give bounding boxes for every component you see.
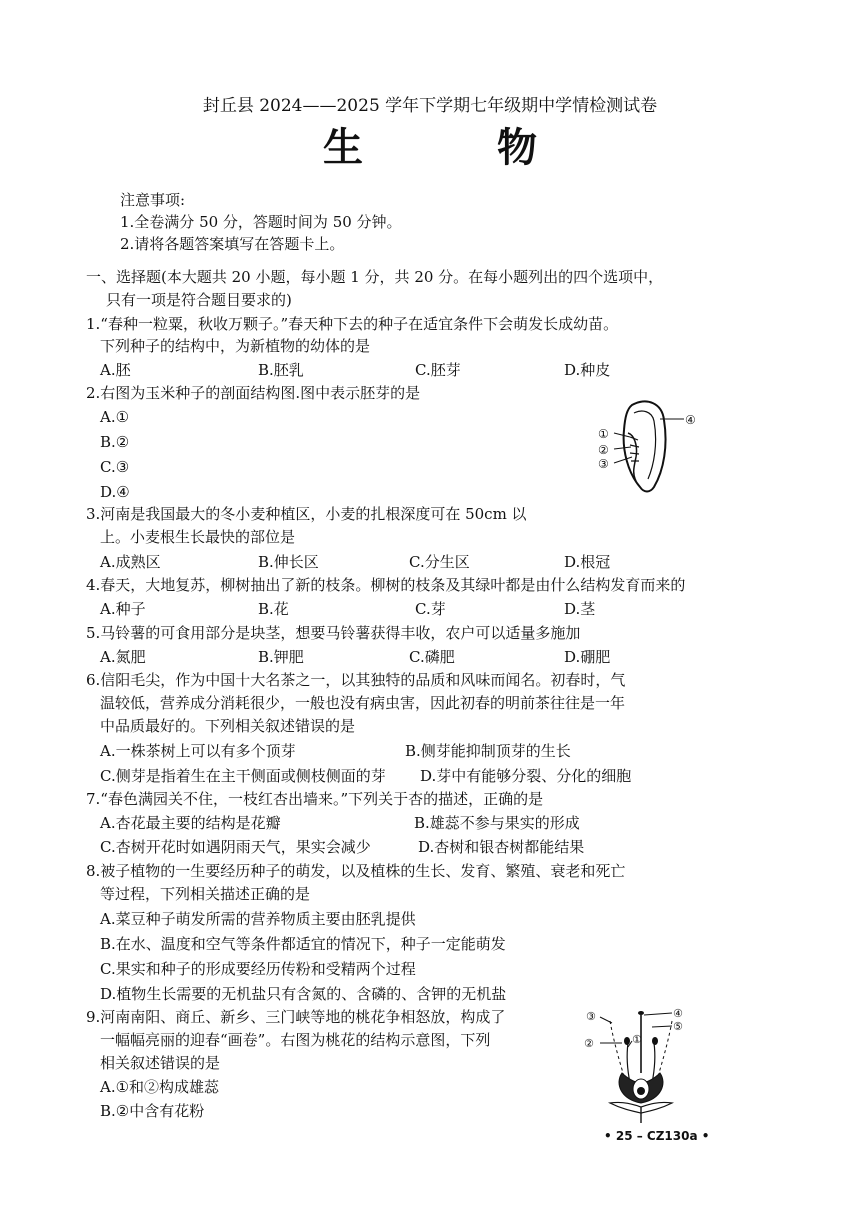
q3-option-c: C.分生区 xyxy=(409,553,470,571)
q6-stem: 6.信阳毛尖，作为中国十大名茶之一，以其独特的品质和风味而闻名。初春时，气 xyxy=(86,671,626,689)
notice-title: 注意事项: xyxy=(120,191,186,209)
q8-option-c: C.果实和种子的形成要经历传粉和受精两个过程 xyxy=(100,960,416,978)
q9-stem: 9.河南南阳、商丘、新乡、三门峡等地的桃花争相怒放，构成了 xyxy=(86,1008,506,1026)
q3-option-a: A.成熟区 xyxy=(100,553,161,571)
q8-stem: 8.被子植物的一生要经历种子的萌发，以及植株的生长、发育、繁殖、衰老和死亡 xyxy=(86,862,626,880)
q5-option-a: A.氮肥 xyxy=(100,648,146,666)
q4-stem: 4.春天，大地复苏，柳树抽出了新的枝条。柳树的枝条及其绿叶都是由什么结构发育而来的 xyxy=(86,576,686,594)
q6-option-a: A.一株茶树上可以有多个顶芽 xyxy=(100,742,296,760)
q8-option-a: A.菜豆种子萌发所需的营养物质主要由胚乳提供 xyxy=(100,910,416,928)
corn-label-4: ④ xyxy=(685,413,696,427)
q8-stem-cont: 等过程，下列相关描述正确的是 xyxy=(100,885,311,903)
q7-stem: 7.“春色满园关不住，一枝红杏出墙来。”下列关于杏的描述，正确的是 xyxy=(86,790,544,808)
q9-option-a: A.①和②构成雄蕊 xyxy=(100,1078,220,1096)
q3-stem-cont: 上。小麦根生长最快的部位是 xyxy=(100,528,296,546)
q1-stem-cont: 下列种子的结构中，为新植物的幼体的是 xyxy=(100,337,371,355)
q4-option-c: C.芽 xyxy=(415,600,446,618)
q5-stem: 5.马铃薯的可食用部分是块茎，想要马铃薯获得丰收，农户可以适量多施加 xyxy=(86,624,581,642)
q9-option-b: B.②中含有花粉 xyxy=(100,1102,205,1120)
q7-option-a: A.杏花最主要的结构是花瓣 xyxy=(100,814,281,832)
corn-label-1: ① xyxy=(598,427,609,441)
q1-option-d: D.种皮 xyxy=(564,361,611,379)
corn-label-3: ③ xyxy=(598,457,609,471)
q6-option-c: C.侧芽是指着生在主干侧面或侧枝侧面的芽 xyxy=(100,767,386,785)
q2-stem: 2.右图为玉米种子的剖面结构图.图中表示胚芽的是 xyxy=(86,384,421,402)
exam-title: 封丘县 2024——2025 学年下学期七年级期中学情检测试卷 xyxy=(202,96,658,116)
q6-option-b: B.侧芽能抑制顶芽的生长 xyxy=(405,742,571,760)
flower-label-4: ④ xyxy=(673,1007,683,1020)
q2-option-c: C.③ xyxy=(100,458,130,476)
q1-option-b: B.胚乳 xyxy=(258,361,304,379)
q7-option-d: D.杏树和银杏树都能结果 xyxy=(418,838,585,856)
q5-option-b: B.钾肥 xyxy=(258,648,304,666)
q1-option-a: A.胚 xyxy=(100,361,131,379)
section-heading: 一、选择题(本大题共 20 小题，每小题 1 分，共 20 分。在每小题列出的四个选项中， xyxy=(86,268,664,286)
q4-option-b: B.花 xyxy=(258,600,289,618)
q8-option-d: D.植物生长需要的无机盐只有含氮的、含磷的、含钾的无机盐 xyxy=(100,985,507,1003)
corn-seed-figure xyxy=(592,395,702,500)
q9-stem-cont-2: 相关叙述错误的是 xyxy=(100,1054,221,1072)
q6-option-d: D.芽中有能够分裂、分化的细胞 xyxy=(420,767,632,785)
q9-stem-cont-1: 一幅幅亮丽的迎春“画卷”。右图为桃花的结构示意图，下列 xyxy=(100,1031,491,1049)
peach-flower-figure xyxy=(580,1003,705,1125)
q8-option-b: B.在水、温度和空气等条件都适宜的情况下，种子一定能萌发 xyxy=(100,935,506,953)
subject-title: 生 物 xyxy=(323,125,597,171)
notice-item-2: 2.请将各题答案填写在答题卡上。 xyxy=(120,235,345,253)
page-footer-code: • 25 – CZ130a • xyxy=(604,1129,710,1143)
flower-label-5: ⑤ xyxy=(673,1020,683,1033)
flower-label-2: ② xyxy=(584,1037,594,1050)
q3-stem: 3.河南是我国最大的冬小麦种植区，小麦的扎根深度可在 50cm 以 xyxy=(86,505,527,523)
q6-stem-cont-1: 温较低，营养成分消耗很少，一般也没有病虫害，因此初春的明前茶往往是一年 xyxy=(100,694,626,712)
q2-option-b: B.② xyxy=(100,433,130,451)
q3-option-b: B.伸长区 xyxy=(258,553,319,571)
flower-label-1: ① xyxy=(632,1033,642,1046)
q4-option-a: A.种子 xyxy=(100,600,146,618)
q2-option-a: A.① xyxy=(100,408,130,426)
section-heading-cont: 只有一项是符合题目要求的) xyxy=(106,291,292,309)
q7-option-c: C.杏树开花时如遇阴雨天气，果实会减少 xyxy=(100,838,371,856)
q5-option-d: D.硼肥 xyxy=(564,648,611,666)
flower-label-3: ③ xyxy=(586,1010,596,1023)
q1-option-c: C.胚芽 xyxy=(415,361,461,379)
q2-option-d: D.④ xyxy=(100,483,130,501)
q4-option-d: D.茎 xyxy=(564,600,596,618)
q3-option-d: D.根冠 xyxy=(564,553,611,571)
q5-option-c: C.磷肥 xyxy=(409,648,455,666)
q1-stem: 1.“春种一粒粟，秋收万颗子。”春天种下去的种子在适宜条件下会萌发长成幼苗。 xyxy=(86,315,619,333)
corn-label-2: ② xyxy=(598,443,609,457)
q7-option-b: B.雄蕊不参与果实的形成 xyxy=(414,814,580,832)
notice-item-1: 1.全卷满分 50 分，答题时间为 50 分钟。 xyxy=(120,213,402,231)
q6-stem-cont-2: 中品质最好的。下列相关叙述错误的是 xyxy=(100,717,356,735)
